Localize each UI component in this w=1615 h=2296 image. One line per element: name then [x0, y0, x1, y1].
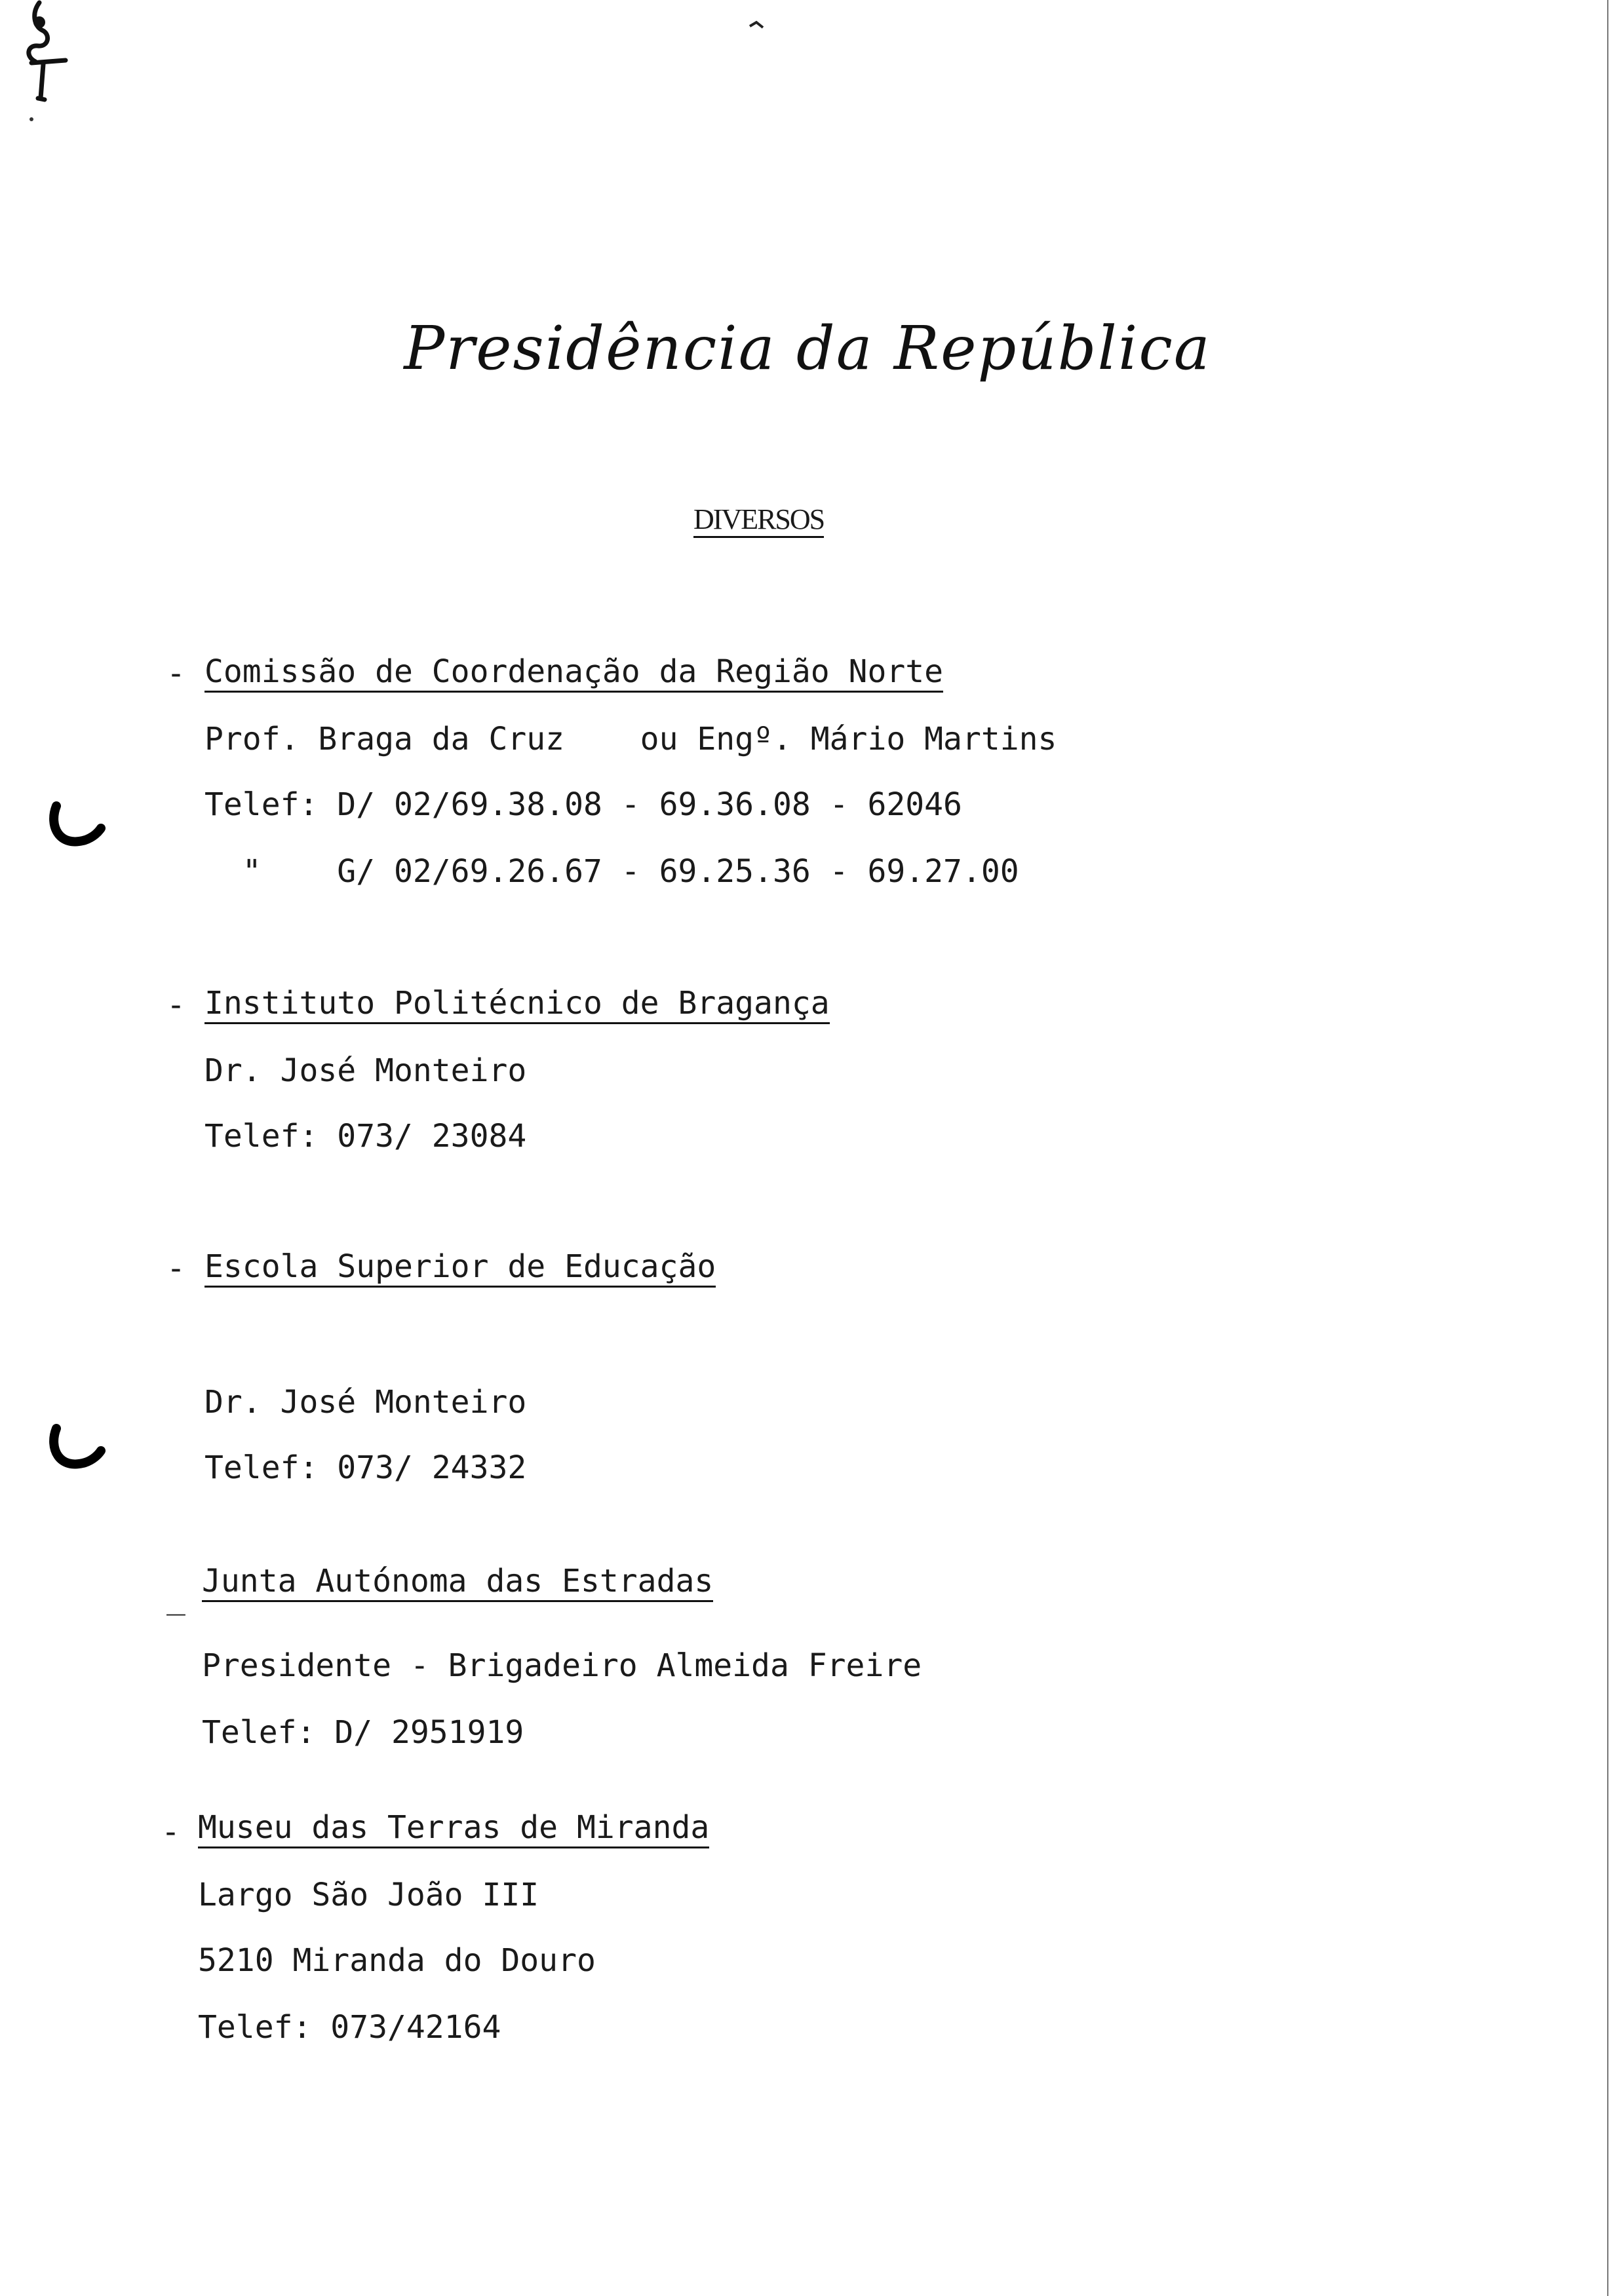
entry-dash: - — [166, 655, 185, 692]
punch-hole-mark-bottom — [47, 1422, 106, 1481]
entry-line: Dr. José Monteiro — [204, 1384, 527, 1421]
page-title: DIVERSOS — [693, 505, 824, 538]
entry-line: Telef: 073/ 24332 — [204, 1449, 527, 1486]
punch-hole-mark-top — [47, 799, 106, 858]
entry-line: Prof. Braga da Cruz ou Engº. Mário Martins — [204, 721, 1057, 757]
letterhead: Presidência da República — [404, 313, 1211, 383]
entry-dash: - — [161, 1814, 180, 1850]
speck-mark — [747, 18, 767, 31]
entry-line: Telef: D/ 2951919 — [202, 1714, 524, 1751]
binder-clip-mark — [5, 0, 77, 131]
entry-dash: _ — [166, 1579, 185, 1616]
entry-dash: - — [166, 1250, 185, 1287]
entry-line: Telef: D/ 02/69.38.08 - 69.36.08 - 62046 — [204, 786, 962, 823]
entry-line: Dr. José Monteiro — [204, 1052, 527, 1089]
entry-line: Largo São João III — [198, 1877, 539, 1913]
entry-title: Instituto Politécnico de Bragança — [204, 987, 830, 1024]
entry-title: Junta Autónoma das Estradas — [202, 1565, 713, 1602]
entry-line: Presidente - Brigadeiro Almeida Freire — [202, 1647, 922, 1684]
entry-title: Comissão de Coordenação da Região Norte — [204, 655, 943, 693]
entry-line: Telef: 073/42164 — [198, 2009, 501, 2046]
entry-line: " G/ 02/69.26.67 - 69.25.36 - 69.27.00 — [204, 853, 1019, 890]
entry-line: Telef: 073/ 23084 — [204, 1118, 527, 1155]
entry-title: Escola Superior de Educação — [204, 1250, 716, 1288]
entry-dash: - — [166, 987, 185, 1024]
entry-line: 5210 Miranda do Douro — [198, 1942, 596, 1979]
entry-title: Museu das Terras de Miranda — [198, 1811, 709, 1848]
